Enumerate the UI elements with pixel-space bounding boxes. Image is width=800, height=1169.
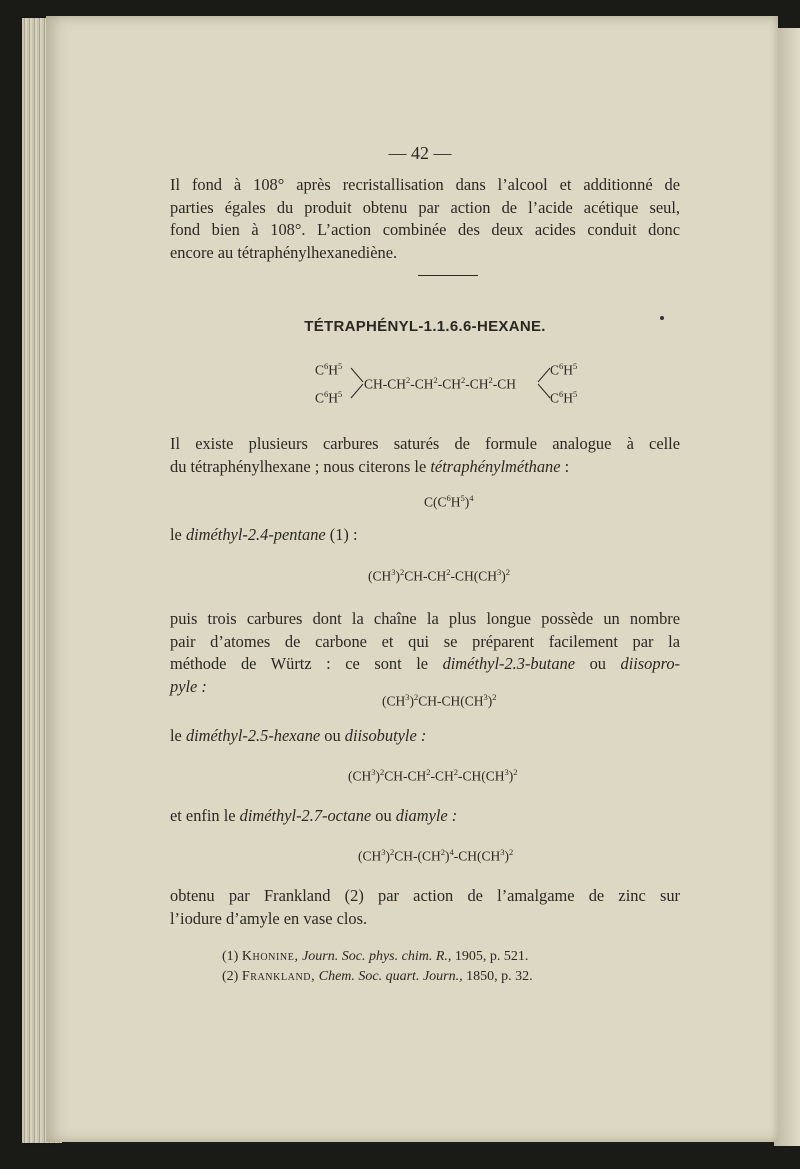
text-run: ou xyxy=(575,654,621,673)
intro-paragraph xyxy=(170,174,680,264)
text-line: l’iodure d’amyle en vase clos. xyxy=(170,908,368,928)
footnote-number: (2) xyxy=(222,969,239,984)
paragraph-frankland xyxy=(170,885,680,930)
text-run: et enfin le xyxy=(170,806,240,825)
text-run: du tétraphénylhexane ; nous citerons le xyxy=(170,456,431,476)
paragraph-trois-carbures xyxy=(170,608,680,698)
text-run: (1) : xyxy=(325,525,358,544)
text-line xyxy=(170,653,680,676)
text-line xyxy=(170,725,680,748)
formula-diamyle: $(CH^3)^2CH-(CH^2)^4-CH(CH^3)^2$ xyxy=(358,847,514,864)
text-line xyxy=(170,456,680,479)
paragraph-carbures xyxy=(170,433,680,478)
text-line: encore au tétraphénylhexanediène. xyxy=(170,242,398,262)
formula-chain: $CH-CH^2-CH^2-CH^2-CH^2-CH$ xyxy=(364,375,517,392)
footnote-reference: 1905, p. 521. xyxy=(451,949,529,964)
text-line: fond bien à 108°. L’action combinée des deux acides conduit donc xyxy=(170,220,680,239)
formula-group-right-bottom: $C^6H^5$ xyxy=(550,389,578,406)
formula-diisobutyle: $(CH^3)^2CH-CH^2-CH^2-CH(CH^3)^2$ xyxy=(348,767,518,784)
compound-name: diisobutyle : xyxy=(344,726,427,745)
text-run: méthode de Würtz : ce sont le xyxy=(170,654,443,673)
footnote-journal: Chem. Soc. quart. Journ., xyxy=(318,969,463,984)
section-title: TÉTRAPHÉNYL-1.1.6.6-HEXANE. xyxy=(304,318,546,335)
paragraph-dimethylpentane xyxy=(170,524,680,547)
page-number: — 42 — xyxy=(388,143,452,163)
text-line: puis trois carbures dont la chaîne la plus longue possède un nombre xyxy=(170,609,680,628)
text-line xyxy=(170,524,680,547)
text-run: le xyxy=(170,726,186,745)
text-run: ou xyxy=(320,726,345,745)
compound-name: diméthyl-2.7-octane xyxy=(239,806,372,825)
formula-group-left-bottom: $C^6H^5$ xyxy=(315,389,343,406)
structural-formula xyxy=(312,358,602,418)
footnote-number: (1) xyxy=(222,949,239,964)
compound-name: diméthyl-2.3-butane xyxy=(442,654,576,673)
footnote-author: Frankland, xyxy=(241,969,316,984)
text-run: ou xyxy=(371,806,396,825)
formula-group-right-top: $C^6H^5$ xyxy=(550,361,578,378)
formula-tetraphenylmethane: $C(C^6H^5)^4$ xyxy=(424,493,474,510)
footnote-1 xyxy=(222,949,528,965)
compound-name: diisopro- xyxy=(620,654,680,673)
text-line: pair d’atomes de carbone et qui se préparent facilement par la xyxy=(170,631,680,651)
text-run: le xyxy=(170,525,186,544)
text-line: parties égales du produit obtenu par action de l’acide acétique seul, xyxy=(170,197,680,217)
compound-name: diméthyl-2.5-hexane xyxy=(185,726,321,745)
compound-name: diméthyl-2.4-pentane xyxy=(185,525,326,544)
compound-name: pyle : xyxy=(170,676,207,696)
text-line: Il existe plusieurs carbures saturés de formule analogue à celle xyxy=(170,434,680,453)
footnote-2 xyxy=(222,969,533,985)
footnote-journal: Journ. Soc. phys. chim. R., xyxy=(302,949,452,964)
compound-name: tétraphénylméthane xyxy=(430,456,561,476)
paragraph-dimethyloctane xyxy=(170,805,680,828)
footnote-author: Khonine, xyxy=(241,949,299,964)
compound-name: diamyle : xyxy=(395,806,458,825)
formula-group-left-top: $C^6H^5$ xyxy=(315,361,343,378)
text-line: Il fond à 108° après recristallisation dans l’alcool et additionné de xyxy=(170,175,680,194)
paragraph-dimethylhexane xyxy=(170,725,680,748)
text-line xyxy=(170,805,680,828)
text-run: : xyxy=(560,456,570,476)
section-divider xyxy=(418,275,478,276)
formula-diisopropyle: $(CH^3)^2CH-CH(CH^3)^2$ xyxy=(382,692,497,709)
text-line: obtenu par Frankland (2) par action de l’amalgame de zinc sur xyxy=(170,886,680,905)
footnote-reference: 1850, p. 32. xyxy=(462,969,533,984)
formula-dimethylpentane: $(CH^3)^2CH-CH^2-CH(CH^3)^2$ xyxy=(368,567,511,584)
